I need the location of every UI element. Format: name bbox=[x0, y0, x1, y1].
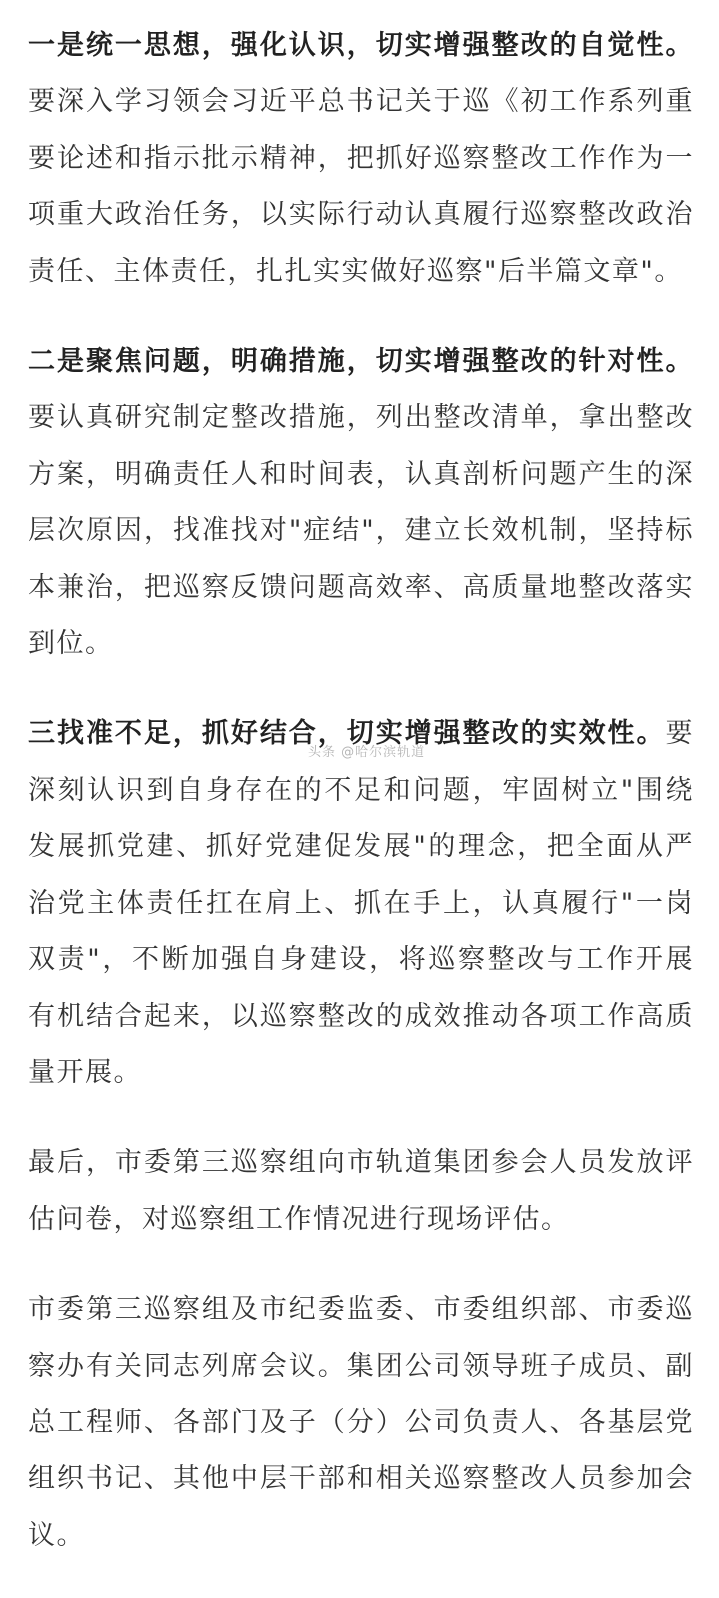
paragraph-3-lead: 三找准不足，抓好结合，切实增强整改的实效性。 bbox=[28, 718, 666, 750]
paragraph-2 bbox=[28, 334, 694, 672]
paragraph-3-text: 要深刻认识到自身存在的不足和问题，牢固树立"围绕发展抓党建、抓好党建促发展"的理念，把全面从严治党主体责任扛在肩上、抓在手上，认真履行"一岗双责"，不断加强自身建设，将巡察整改与工作开展有机结合起来，以巡察整改的成效推动各项工作高质量开展。 bbox=[28, 718, 694, 1088]
paragraph-1-text: 要深入学习领会习近平总书记关于巡《初工作系列重要论述和指示批示精神，把抓好巡察整改工作作为一项重大政治任务，以实际行动认真履行巡察整改政治责任、主体责任，扎扎实实做好巡察"后半篇文章"。 bbox=[28, 86, 694, 287]
paragraph-5 bbox=[28, 1282, 694, 1564]
paragraph-2-text: 要认真研究制定整改措施，列出整改清单，拿出整改方案，明确责任人和时间表，认真剖析问题产生的深层次原因，找准找对"症结"，建立长效机制，坚持标本兼治，把巡察反馈问题高效率、高质量地整改落实到位。 bbox=[28, 402, 694, 660]
paragraph-4 bbox=[28, 1135, 694, 1248]
paragraph-1-lead: 一是统一思想，强化认识，切实增强整改的自觉性。 bbox=[28, 30, 694, 61]
paragraph-3 bbox=[28, 706, 694, 1101]
watermark: 头条 @哈尔滨轨道 bbox=[308, 745, 426, 760]
article-body bbox=[28, 18, 694, 1598]
paragraph-2-lead: 二是聚焦问题，明确措施，切实增强整改的针对性。 bbox=[28, 346, 694, 378]
paragraph-4-text: 最后，市委第三巡察组向市轨道集团参会人员发放评估问卷，对巡察组工作情况进行现场评估。 bbox=[28, 1147, 694, 1235]
paragraph-1 bbox=[28, 18, 694, 300]
paragraph-5-text: 市委第三巡察组及市纪委监委、市委组织部、市委巡察办有关同志列席会议。集团公司领导班子成员、副总工程师、各部门及子（分）公司负责人、各基层党组织书记、其他中层干部和相关巡察整改人员参加会议。 bbox=[28, 1294, 694, 1551]
